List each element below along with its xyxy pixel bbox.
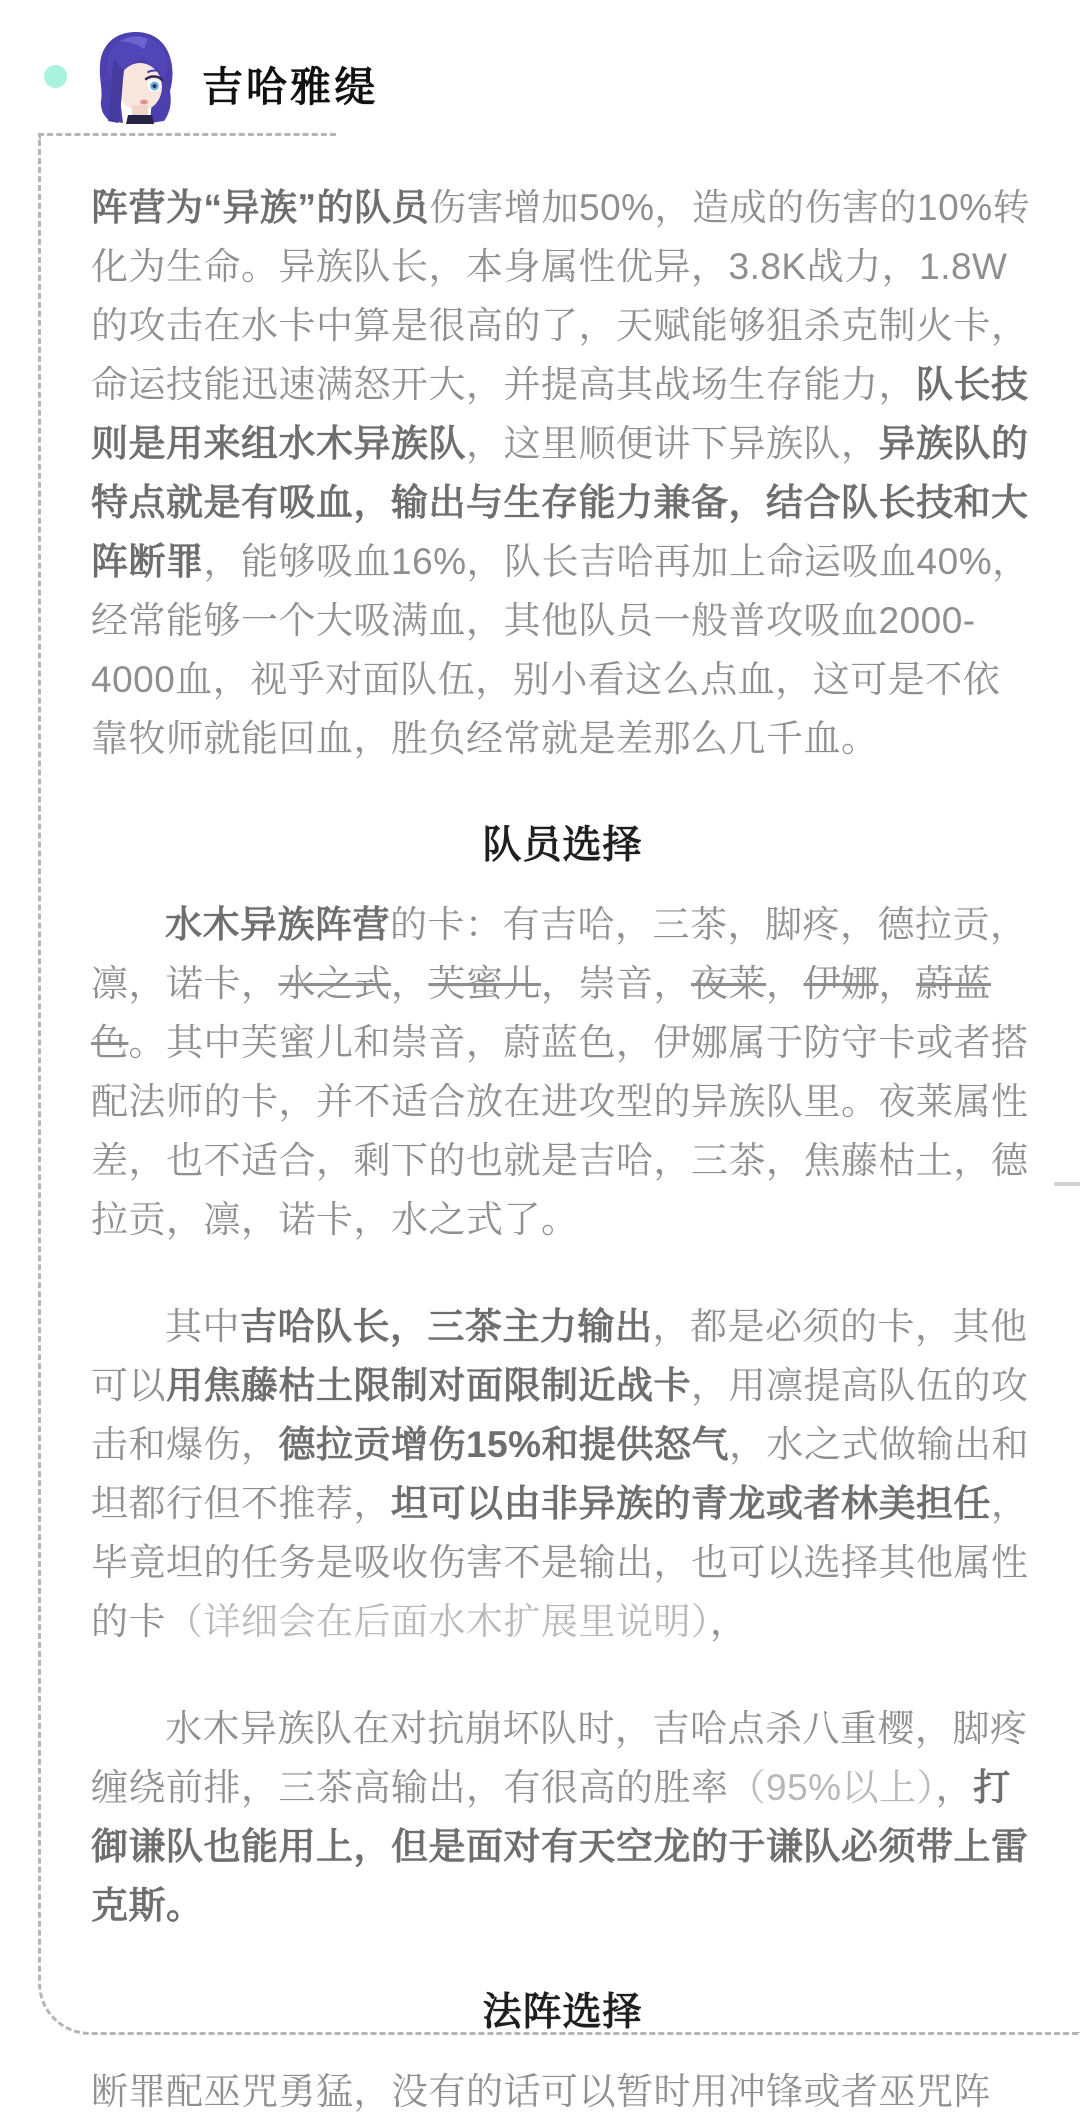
- text-run-normal: ，都是必须的卡，其他可以: [91, 1306, 1028, 1406]
- text-run-normal: ，这里顺便讲下异族队，: [466, 423, 879, 464]
- text-run-normal: ，水之式做输出和坦都行但不推荐，: [91, 1424, 1030, 1524]
- text-run-normal: ，: [935, 1767, 974, 1808]
- text-run-normal: ，崇音，: [541, 963, 691, 1004]
- text-run-normal: ，: [766, 963, 804, 1004]
- paragraph: [91, 1699, 1034, 1935]
- avatar: [90, 29, 182, 124]
- page-edge-mark: [1054, 1182, 1080, 1186]
- paragraph: [91, 178, 1034, 768]
- text-run-light: （详细会在后面水木扩展里说明）: [166, 1601, 710, 1642]
- text-run-light: （95%以上）: [728, 1767, 936, 1808]
- text-run-strike: 伊娜: [803, 963, 879, 1004]
- text-run-bold: 坦可以由非异族的青龙或者林美担任: [391, 1483, 991, 1524]
- text-run-normal: 。其中芙蜜儿和崇音，蔚蓝色，伊娜属于防守卡或者搭配法师的卡，并不适合放在进攻型的异族队里。夜莱属性差，也不适合，剩下的也就是吉哈，三茶，焦藤枯土，德拉贡，凛，诺卡，水之式了。: [91, 1022, 1029, 1240]
- text-run-bold: 阵营为“异族”的队员: [91, 187, 429, 228]
- text-run-bold: 队长技则是用来组水木异族队: [91, 364, 1029, 464]
- text-run-normal: 其中: [165, 1306, 240, 1347]
- section-heading: 法阵选择: [482, 1991, 643, 2034]
- text-run-bold: 用焦藤枯土限制对面限制近战卡: [166, 1365, 691, 1406]
- text-run-normal: ，: [710, 1601, 748, 1642]
- text-run-normal: ，: [878, 963, 916, 1004]
- text-run-normal: 伤害增加50%，造成的伤害的10%转化为生命。异族队长，本身属性优异，3.8K战力，1.8W的攻击在水卡中算是很高的了，天赋能够狙杀克制火卡，命运技能迅速满怒开大，并提高其战场生存能力，: [91, 187, 1031, 405]
- text-run-bold: 水木异族阵营: [165, 904, 390, 945]
- accent-dot-icon: [44, 65, 67, 88]
- paragraph: [91, 1297, 1034, 1651]
- article-frame: [38, 136, 1080, 2112]
- text-run-bold: 吉哈队长，三茶主力输出: [240, 1306, 653, 1347]
- text-run-normal: ，用凛提高队伍的攻击和爆伤，: [91, 1365, 1029, 1465]
- text-run-bold: 德拉贡增伤15%和提供怒气: [278, 1424, 730, 1465]
- text-run-normal: ，: [391, 963, 429, 1004]
- article-body: [41, 136, 1080, 2121]
- text-run-strike: 水之式: [278, 963, 391, 1004]
- author-header: [44, 28, 378, 124]
- text-run-strike: 芙蜜儿: [428, 963, 541, 1004]
- paragraph: [91, 2062, 1034, 2121]
- paragraph: [91, 895, 1034, 1249]
- text-run-normal: ，能够吸血16%，队长吉哈再加上命运吸血40%，经常能够一个大吸满血，其他队员一般普攻吸血2000-4000血，视乎对面队伍，别小看这么点血，这可是不依靠牧师就能回血，胜负经常就是差那么几千血。: [91, 541, 1030, 759]
- text-run-normal: 水木异族队在对抗崩坏队时，吉哈点杀八重樱，脚疼缠绕前排，三茶高输出，有很高的胜率: [91, 1708, 1028, 1808]
- text-run-normal: 的卡：有吉哈，三茶，脚疼，德拉贡，凛，诺卡，: [91, 904, 1028, 1004]
- text-run-strike: 夜莱: [691, 963, 766, 1004]
- text-run-bold: 异族队的特点就是有吸血，输出与生存能力兼备，结合队长技和大阵断罪: [91, 423, 1029, 582]
- text-run-normal: ，毕竟坦的任务是吸收伤害不是输出，也可以选择其他属性的卡: [91, 1483, 1029, 1642]
- text-run-normal: 断罪配巫咒勇猛，没有的话可以暂时用冲锋或者巫咒阵: [91, 2071, 991, 2112]
- author-name: 吉哈雅缇: [202, 63, 378, 110]
- text-run-strike: 蔚蓝色: [91, 963, 991, 1063]
- frame-top-dash: [38, 133, 336, 136]
- text-run-bold: 打御谦队也能用上，但是面对有天空龙的于谦队必须带上雷克斯。: [91, 1767, 1029, 1926]
- section-heading: 队员选择: [482, 824, 643, 867]
